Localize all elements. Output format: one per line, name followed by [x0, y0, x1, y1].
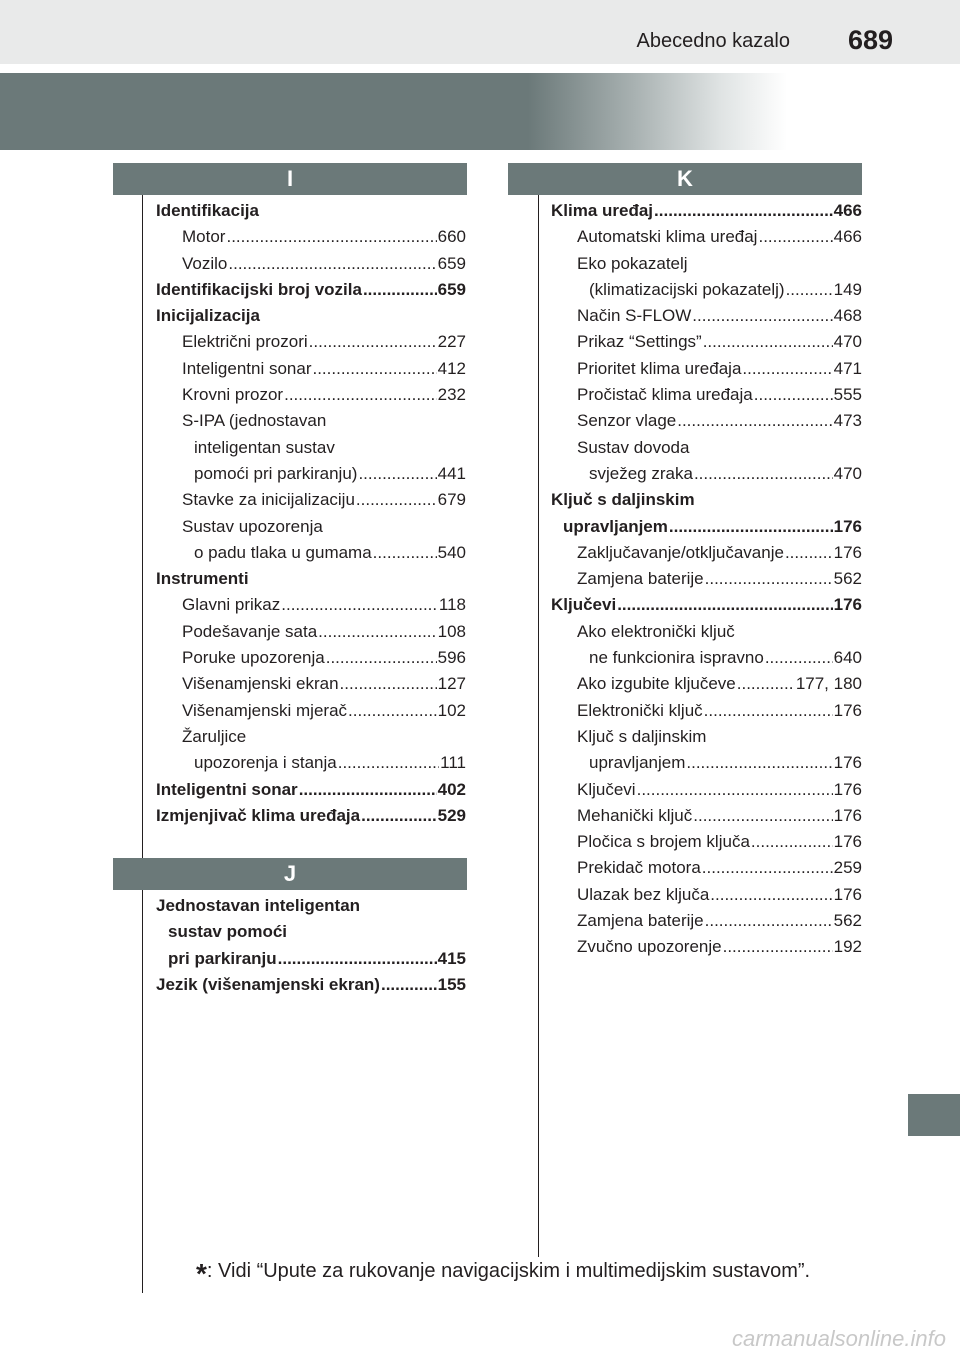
index-entry	[156, 356, 466, 382]
index-entry-text: Glavni prikaz	[182, 595, 281, 615]
index-entry-page: 177, 180	[795, 674, 862, 694]
index-entry	[156, 645, 466, 671]
dot-leader	[723, 934, 833, 960]
index-entry	[156, 435, 466, 461]
dot-leader	[309, 329, 437, 355]
index-entry-text: Identifikacijski broj vozila	[156, 279, 362, 299]
column-rule-left-lower	[142, 890, 143, 1293]
index-entry-page: 470	[833, 463, 862, 483]
index-entry-page: 176	[833, 516, 862, 536]
index-entry-text: Ako elektronički ključ	[577, 621, 735, 641]
index-entry	[551, 382, 862, 408]
index-entry-text: Stavke za inicijalizaciju	[182, 490, 355, 510]
index-entry-page: 176	[833, 884, 862, 904]
index-entry	[551, 855, 862, 881]
index-entry-page: 149	[833, 279, 862, 299]
index-entry	[551, 803, 862, 829]
index-entry-page: 562	[833, 911, 862, 931]
index-entry-text: Motor	[182, 227, 226, 247]
section-bar-k	[508, 163, 862, 195]
index-entry	[551, 566, 862, 592]
index-entry-page: 176	[833, 753, 862, 773]
index-entry-page: 596	[437, 648, 466, 668]
index-entry	[156, 946, 466, 972]
dot-leader	[751, 829, 833, 855]
index-entry	[551, 540, 862, 566]
index-entry	[156, 592, 466, 618]
index-entry	[156, 698, 466, 724]
index-entry-page: 412	[437, 358, 466, 378]
index-entry	[551, 908, 862, 934]
dot-leader	[654, 198, 833, 224]
index-entry-text: Jednostavan inteligentan	[156, 896, 361, 915]
index-entry-text: Inicijalizacija	[156, 306, 260, 326]
index-entry	[551, 645, 862, 671]
index-entry-text: Ulazak bez ključa	[577, 884, 710, 904]
index-entry	[156, 619, 466, 645]
index-entry	[551, 724, 862, 750]
index-entry-page: 127	[437, 674, 466, 694]
index-entry-page: 232	[437, 385, 466, 405]
index-entry-text: Podešavanje sata	[182, 621, 318, 641]
index-entry	[551, 224, 862, 250]
dot-leader	[348, 698, 437, 724]
index-entry	[156, 724, 466, 750]
index-entry-text: Krovni prozor	[182, 385, 284, 405]
index-entry-page: 659	[437, 279, 466, 299]
index-entry-text: upravljanjem	[589, 753, 686, 773]
dot-leader	[702, 855, 833, 881]
dot-leader	[704, 698, 833, 724]
index-entry-text: Ključevi	[577, 779, 636, 799]
dot-leader	[281, 592, 438, 618]
index-entry-text: Ako izgubite ključeve	[577, 674, 736, 694]
index-entry	[551, 356, 862, 382]
index-entry-page: 466	[833, 201, 862, 220]
dot-leader	[710, 882, 832, 908]
index-entry-text: Pročistač klima uređaja	[577, 385, 753, 405]
index-entry-text: Klima uređaj	[551, 201, 654, 220]
index-column-k	[551, 198, 862, 961]
index-entry-text: Zamjena baterije	[577, 569, 704, 589]
index-entry	[156, 487, 466, 513]
index-entry	[551, 592, 862, 618]
index-entry-text: pomoći pri parkiranju)	[194, 463, 358, 483]
index-entry-page: 108	[437, 621, 466, 641]
index-entry	[156, 382, 466, 408]
dot-leader	[737, 671, 795, 697]
index-entry	[551, 829, 862, 855]
index-entry-page: 155	[437, 974, 466, 994]
dot-leader	[312, 356, 436, 382]
dot-leader	[363, 277, 437, 303]
dot-leader	[356, 487, 437, 513]
index-entry	[551, 198, 862, 224]
dot-leader	[278, 946, 437, 972]
index-entry	[156, 750, 466, 776]
index-entry	[156, 224, 466, 250]
index-entry	[551, 435, 862, 461]
dot-leader	[754, 382, 833, 408]
index-entry-text: Prikaz “Settings”	[577, 332, 702, 352]
chapter-banner	[0, 73, 960, 150]
index-entry	[551, 514, 862, 540]
index-entry-text: Ključ s daljinskim	[577, 726, 707, 746]
index-entry-text: Prioritet klima uređaja	[577, 358, 742, 378]
index-entry-text: Zaključavanje/otključavanje	[577, 542, 784, 562]
dot-leader	[381, 972, 437, 998]
index-entry-page: 555	[833, 385, 862, 405]
index-entry-page: 415	[437, 948, 466, 968]
index-entry-text: Sustav dovoda	[577, 437, 690, 457]
dot-leader	[705, 908, 833, 934]
index-entry	[156, 919, 466, 945]
index-entry-text: Višenamjenski mjerač	[182, 700, 348, 720]
dot-leader	[677, 408, 832, 434]
index-entry-text: Izmjenjivač klima uređaja	[156, 805, 361, 825]
dot-leader	[361, 803, 437, 829]
column-rule-left	[142, 195, 143, 858]
index-side-tab	[908, 1094, 960, 1136]
index-entry-page: 118	[438, 595, 466, 615]
index-entry-text: Identifikacija	[156, 201, 259, 220]
dot-leader	[765, 645, 833, 671]
index-entry-text: Ključevi	[551, 595, 617, 615]
index-entry-page: 227	[437, 332, 466, 352]
dot-leader	[228, 251, 436, 277]
index-entry	[156, 566, 466, 592]
index-entry-text: Inteligentni sonar	[156, 779, 298, 799]
index-entry-text: S-IPA (jednostavan	[182, 411, 327, 431]
section-bar-i	[113, 163, 467, 195]
index-column-i	[156, 198, 466, 829]
index-entry-page: 176	[833, 595, 862, 615]
index-entry-page: 441	[437, 463, 466, 483]
section-bar-j	[113, 858, 467, 890]
index-entry-text: Zvučno upozorenje	[577, 937, 722, 957]
index-entry-text: Električni prozori	[182, 332, 308, 352]
index-entry	[156, 198, 466, 224]
dot-leader	[742, 356, 832, 382]
dot-leader	[637, 777, 833, 803]
index-entry-page: 660	[437, 227, 466, 247]
index-entry	[551, 934, 862, 960]
index-entry-text: Senzor vlage	[577, 411, 677, 431]
index-entry-page: 468	[833, 306, 862, 326]
index-entry	[551, 251, 862, 277]
section-letter-i: I	[286, 166, 294, 191]
index-entry	[551, 619, 862, 645]
index-entry-page: 176	[833, 542, 862, 562]
index-entry	[551, 277, 862, 303]
index-entry	[156, 251, 466, 277]
index-entry-page: 176	[833, 805, 862, 825]
index-entry-page: 176	[833, 700, 862, 720]
index-entry-page: 470	[833, 332, 862, 352]
dot-leader	[758, 224, 832, 250]
index-entry-text: (klimatizacijski pokazatelj)	[589, 279, 785, 299]
dot-leader	[284, 382, 437, 408]
index-entry	[551, 408, 862, 434]
index-entry	[551, 487, 862, 513]
dot-leader	[686, 750, 832, 776]
index-entry-text: upozorenja i stanja	[194, 753, 337, 773]
index-entry-text: Poruke upozorenja	[182, 648, 325, 668]
index-entry	[156, 972, 466, 998]
footnote	[196, 1258, 810, 1290]
dot-leader	[693, 803, 832, 829]
index-entry-page: 471	[833, 358, 862, 378]
index-entry	[551, 303, 862, 329]
index-entry-text: o padu tlaka u gumama	[194, 542, 372, 562]
index-entry	[551, 329, 862, 355]
page-number: 689	[847, 25, 893, 55]
index-entry-page: 102	[437, 700, 466, 720]
index-entry-text: Instrumenti	[156, 569, 249, 589]
index-entry-text: upravljanjem	[563, 516, 668, 536]
dot-leader	[705, 566, 833, 592]
section-letter-j: J	[283, 861, 297, 886]
index-entry	[156, 777, 466, 803]
dot-leader	[692, 303, 832, 329]
index-entry-text: Sustav upozorenja	[182, 516, 323, 536]
index-entry-page: 679	[437, 490, 466, 510]
index-entry	[156, 408, 466, 434]
index-entry	[551, 750, 862, 776]
section-letter-k: K	[677, 166, 693, 191]
index-entry-text: Elektronički ključ	[577, 700, 703, 720]
index-entry-page: 529	[437, 805, 466, 825]
index-entry	[156, 303, 466, 329]
watermark: carmanualsonline.info	[731, 1326, 946, 1351]
index-entry-page: 259	[833, 858, 862, 878]
index-entry	[551, 698, 862, 724]
index-entry-text: Vozilo	[182, 253, 228, 273]
index-entry	[156, 893, 466, 919]
dot-leader	[226, 224, 436, 250]
index-entry	[156, 514, 466, 540]
dot-leader	[318, 619, 436, 645]
index-entry-text: Žaruljice	[182, 726, 247, 746]
index-entry-text: Način S-FLOW	[577, 306, 692, 326]
index-entry	[156, 329, 466, 355]
index-entry-text: Jezik (višenamjenski ekran)	[156, 974, 380, 994]
index-entry-page: 192	[833, 937, 862, 957]
index-entry-text: Eko pokazatelj	[577, 253, 688, 273]
page-header-band	[0, 0, 960, 64]
column-rule-right	[538, 195, 539, 1257]
index-entry	[156, 540, 466, 566]
index-entry	[156, 461, 466, 487]
index-entry-page: 402	[437, 779, 466, 799]
index-entry-text: Mehanički ključ	[577, 805, 693, 825]
index-entry-text: Inteligentni sonar	[182, 358, 312, 378]
index-entry-page: 659	[437, 253, 466, 273]
index-entry-text: Ključ s daljinskim	[551, 490, 695, 510]
dot-leader	[338, 750, 439, 776]
index-entry-text: Prekidač motora	[577, 858, 701, 878]
index-entry-text: svježeg zraka	[589, 463, 693, 483]
index-entry-page: 640	[833, 648, 862, 668]
index-entry	[551, 882, 862, 908]
index-entry-text: Automatski klima uređaj	[577, 227, 758, 247]
dot-leader	[785, 540, 833, 566]
dot-leader	[669, 514, 833, 540]
index-entry	[551, 671, 862, 697]
index-entry-text: sustav pomoći	[168, 922, 288, 942]
index-entry-page: 176	[833, 832, 862, 852]
dot-leader	[326, 645, 437, 671]
footnote-star: *	[196, 1258, 207, 1289]
index-entry-page: 473	[833, 411, 862, 431]
index-column-j	[156, 893, 466, 998]
index-entry-page: 540	[437, 542, 466, 562]
index-entry	[156, 803, 466, 829]
index-entry	[551, 461, 862, 487]
dot-leader	[694, 461, 833, 487]
index-entry-text: Pločica s brojem ključa	[577, 832, 750, 852]
dot-leader	[617, 592, 832, 618]
index-entry-page: 111	[440, 753, 466, 773]
index-entry-text: pri parkiranju	[168, 948, 277, 968]
dot-leader	[299, 777, 437, 803]
index-entry	[156, 671, 466, 697]
index-entry-page: 562	[833, 569, 862, 589]
index-entry-page: 176	[833, 779, 862, 799]
index-entry-text: Zamjena baterije	[577, 911, 704, 931]
footnote-text: : Vidi “Upute za rukovanje navigacijskim i multimedijskim sustavom”.	[206, 1260, 811, 1282]
index-entry-text: Višenamjenski ekran	[182, 674, 339, 694]
dot-leader	[786, 277, 833, 303]
index-entry-text: ne funkcionira ispravno	[589, 648, 764, 668]
chapter-title: Abecedno kazalo	[636, 30, 790, 52]
index-entry-page: 466	[833, 227, 862, 247]
dot-leader	[358, 461, 436, 487]
dot-leader	[373, 540, 437, 566]
dot-leader	[340, 671, 437, 697]
index-entry	[156, 277, 466, 303]
index-entry	[551, 777, 862, 803]
dot-leader	[703, 329, 833, 355]
index-entry-text: inteligentan sustav	[194, 437, 335, 457]
